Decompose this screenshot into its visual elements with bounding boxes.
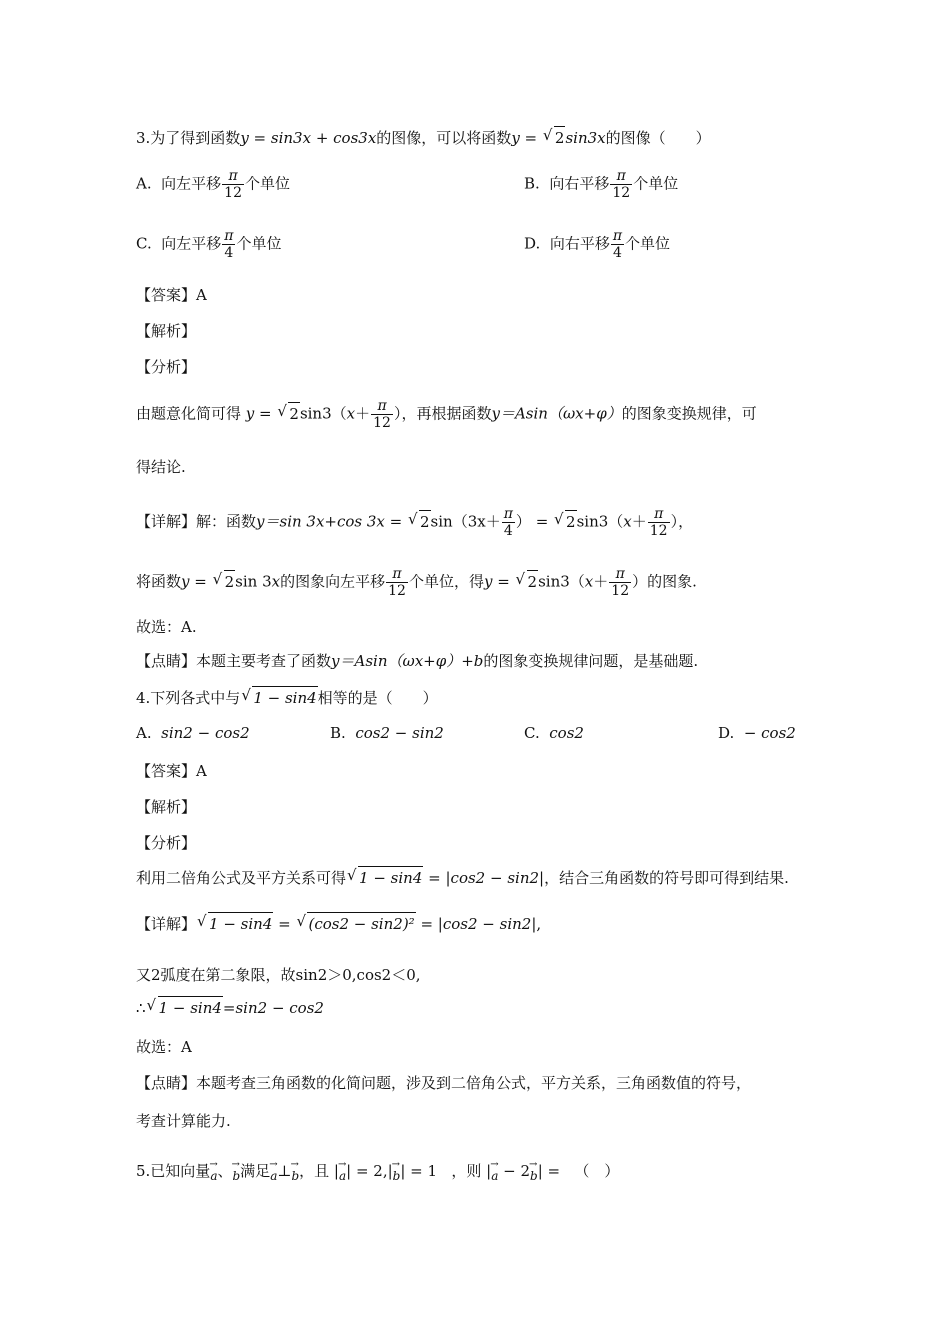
q4-option-a [136,722,250,744]
fraction: $\frac{\pi}{12}$ [649,506,668,539]
eq: = |cos2 − sin2| [420,915,537,933]
minus: − 2 [498,1162,531,1180]
q3-stem [136,126,711,149]
q3-jiexi: 【解析】 [136,322,197,340]
option-expr: cos2 − sin2 [355,724,444,742]
option-label: A. [136,724,152,742]
q3-transform: 将函数y = √ 2sin 3x的图象向左平移 $\frac{\pi}{12}$ 个单位，得y = √ 2sin3（x＋ $\frac{\pi}{12}$ ）的图象. [136,566,697,599]
option-expr: sin2 − cos2 [161,724,250,742]
sqrt-symbol: √ 2 [213,570,236,593]
text-2: 的图象变换规律问题，是基础题. [483,652,699,670]
q4-answer: 【答案】A [136,762,207,780]
option-label: A. [136,174,152,193]
text-2: ，结合三角函数的符号即可得到结果. [544,869,789,887]
q5-stem: 5.已知向量→ a、→ b满足→ a⊥→ b，且 |→ a| = 2,|→ b| = 1 ，则 |→ a − 2→ b| = （ ） [136,1160,619,1187]
text-3: 个单位，得 [408,572,484,591]
fraction-denominator: 4 [612,245,622,261]
q3-fenxi: 【分析】 [136,358,197,376]
text-2: 满足 [240,1162,271,1180]
vector-b: → b [291,1165,299,1187]
q3-analysis: 由题意化简可得 y = √ 2sin3（x＋ $\frac{\pi}{12}$ ），再根据函数y＝Asin（ωx+φ）的图象变换规律，可 [136,398,757,431]
text: 将函数 [136,572,182,591]
vector-a: → a [270,1165,277,1187]
eq: =sin2 − cos2 [222,999,324,1017]
vector-b: → b [393,1165,401,1187]
q3-func1: y = sin3x + cos3x [240,129,377,147]
sqrt-symbol: √ (cos2 − sin2)² [296,912,415,935]
text: 由题意化简可得 [136,404,242,423]
option-label: D. [718,724,735,742]
q4-fenxi: 【分析】 [136,834,197,852]
paren: （ ） [574,1162,620,1180]
text: 【点睛】本题主要考查了函数 [136,652,332,670]
option-text: 向左平移 [161,234,222,253]
q3-option-d [524,228,670,261]
q3-stem-text-3: 的图像（ ） [605,129,711,147]
sqrt-symbol [241,686,317,709]
q3-option-a [136,168,290,201]
fraction-numerator: π [612,228,623,244]
fraction [610,168,632,201]
q3-stem-text-2: 的图像，可以将函数 [376,129,512,147]
detail-tail: ， [678,512,694,531]
q4-detail: 【详解】√ 1 − sin4 = √ (cos2 − sin2)² = |cos2 − sin2|, [136,912,541,935]
vector-a: → a [339,1165,346,1187]
vector-a: → a [491,1165,498,1187]
radicand: 1 − sin4 [208,912,273,935]
fraction [222,228,235,261]
fraction-numerator: π [222,168,244,185]
option-text-2: 个单位 [236,234,282,253]
option-text-2: 个单位 [625,234,671,253]
detail-func: y＝sin 3x+cos 3x [256,512,385,531]
func: y＝Asin（ωx+φ） [491,404,622,423]
fraction: $\frac{\pi}{12}$ [373,398,391,431]
q4-choose: 故选：A [136,1038,192,1056]
tail: , [536,915,542,933]
fraction: $\frac{\pi}{12}$ [388,566,406,599]
text-2: 相等的是（ ） [317,689,438,707]
q4-option-c [524,722,584,744]
option-label: C. [524,724,540,742]
option-label: C. [136,234,152,253]
detail-mid: sin（3x＋ [430,512,501,531]
cond2: | = 1 [400,1162,438,1180]
text-3: ，且 [299,1162,330,1180]
vector-b: → b [232,1165,240,1187]
cond1: | = 2,| [346,1162,393,1180]
option-text: 向右平移 [549,234,610,253]
q4-therefore [136,996,324,1019]
q3-func2-prefix: y = [511,129,542,147]
fraction: $\frac{\pi}{4}$ [503,506,513,539]
fraction [611,228,624,261]
q4-line2: 又2弧度在第二象限，故sin2＞0,cos2＜0, [136,966,421,984]
text-2: 的图象向左平移 [280,572,386,591]
fraction-numerator: π [224,228,234,244]
text-4: 的图象. [647,572,697,591]
detail-label: 【详解】解：函数 [136,512,257,531]
sqrt-symbol [197,912,273,935]
fraction: $\frac{\pi}{12}$ [611,566,630,599]
text-2: ，再根据函数 [401,404,492,423]
q3-func2-rad: 2 [554,126,566,149]
text: 4.下列各式中与 [136,689,241,707]
text-4: ，则 [451,1162,482,1180]
q4-analysis [136,866,789,889]
q4-comment: 【点睛】本题考查三角函数的化简问题，涉及到二倍角公式，平方关系，三角函数值的符号， [136,1074,752,1092]
sqrt-symbol: √ 2 [516,570,539,593]
text-3: 的图象变换规律，可 [621,404,757,423]
eq: | = [537,1162,561,1180]
q3-option-b [524,168,678,201]
option-label: B. [524,174,540,193]
option-expr: − cos2 [743,724,796,742]
q3-comment [136,650,698,672]
text: 利用二倍角公式及平方关系可得 [136,869,347,887]
q3-analysis-cont: 得结论. [136,458,186,476]
fraction-denominator: 12 [224,185,242,201]
func: y＝Asin（ωx+φ）+b [331,652,484,670]
fraction-denominator: 12 [612,185,631,201]
vector-b: → b [530,1165,538,1187]
fraction-denominator: 4 [224,245,234,261]
q3-stem-text: 3.为了得到函数 [136,129,241,147]
option-text: 向右平移 [549,174,610,193]
option-text: 向左平移 [161,174,222,193]
sqrt-symbol [147,996,223,1019]
option-text-2: 个单位 [633,174,679,193]
perp-symbol: ⊥ [277,1162,292,1180]
detail-label: 【详解】 [136,915,197,933]
q4-jiexi: 【解析】 [136,798,197,816]
sep: 、 [217,1162,233,1180]
fraction [222,168,244,201]
sqrt-symbol [347,866,423,889]
eq: = |cos2 − sin2| [428,869,545,887]
q3-option-c [136,228,282,261]
therefore-symbol: ∴ [136,999,146,1017]
q3-detail: 【详解】解：函数y＝sin 3x+cos 3x = √ 2sin（3x＋ $\frac{\pi}{4}$ ） = √ 2sin3（x＋ $\frac{\pi}{12}$ ）， [136,506,693,539]
sqrt-symbol: √ 2 [408,510,431,533]
option-label: B. [330,724,346,742]
text: 5.已知向量 [136,1162,211,1180]
sqrt-symbol: √ 2 [554,510,577,533]
q4-option-b [330,722,444,744]
q3-func2-suffix: sin3x [565,129,606,147]
q4-comment-cont: 考查计算能力. [136,1112,231,1130]
radicand: 1 − sin4 [158,996,223,1019]
vector-a: → a [210,1165,217,1187]
radicand: 1 − sin4 [358,866,423,889]
q4-option-d [718,722,796,744]
option-label: D. [524,234,541,253]
fraction-numerator: π [610,168,632,185]
sqrt-symbol: √ 2 [277,402,300,425]
q3-choose: 故选：A. [136,618,197,636]
option-text-2: 个单位 [245,174,291,193]
option-expr: cos2 [549,724,584,742]
q4-stem [136,686,438,709]
sqrt-symbol [543,126,566,149]
q3-answer: 【答案】A [136,286,207,304]
radicand: 1 − sin4 [252,686,317,709]
